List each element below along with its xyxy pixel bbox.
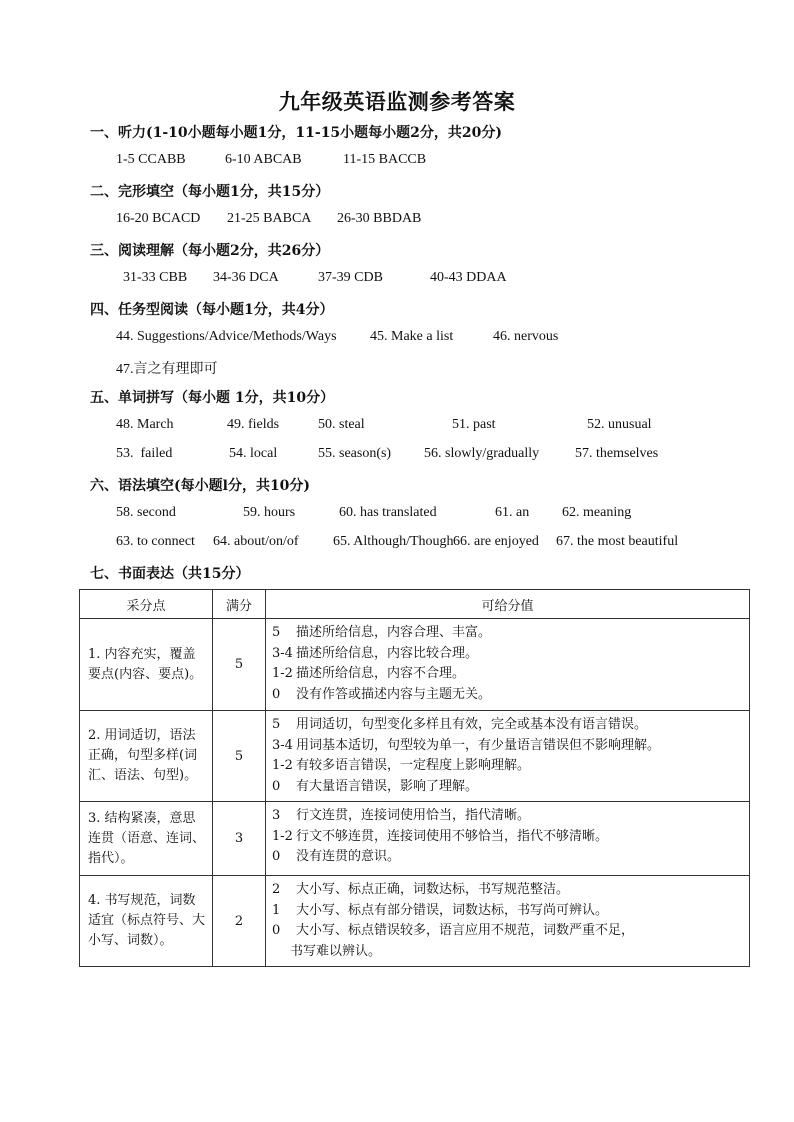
- level-text: 描述所给信息，内容合理、丰富。: [296, 625, 492, 640]
- rubric-row: [80, 802, 750, 876]
- answer-item: 16-20 BCACD: [116, 211, 201, 226]
- answer-item: 45. Make a list: [370, 329, 454, 344]
- level-text: 有大量语言错误，影响了理解。: [296, 778, 479, 794]
- level-text: 有较多语言错误，一定程度上影响理解。: [296, 758, 531, 773]
- rubric-levels: [266, 711, 750, 802]
- answer-item: 37-39 CDB: [318, 270, 383, 285]
- level-score: 1-2: [272, 828, 293, 844]
- rubric-header-criterion: 采分点: [80, 590, 213, 619]
- answer-item: 31-33 CBB: [123, 270, 188, 285]
- answer-item: 55. season(s): [318, 446, 392, 461]
- level-text: 没有作答或描述内容与主题无关。: [296, 686, 492, 702]
- level-text: 大小写、标点错误较多，语言应用不规范，词数严重不足，: [296, 923, 635, 938]
- level-text: 行文连贯，连接词使用恰当，指代清晰。: [296, 808, 531, 823]
- rubric-level: [272, 664, 743, 685]
- rubric-row: [80, 876, 750, 967]
- section-heading-spelling: 五、单词拼写（每小题 1分，共10分）: [90, 390, 335, 406]
- level-text: 描述所给信息，内容不合理。: [296, 666, 466, 681]
- answer-item: 59. hours: [243, 505, 296, 520]
- rubric-header-row: [80, 590, 750, 619]
- answer-item: 60. has translated: [339, 505, 437, 520]
- rubric-levels: [266, 619, 750, 711]
- section-heading-grammar: 六、语法填空(每小题l分，共10分): [90, 478, 311, 494]
- rubric-max-score: 5: [213, 619, 266, 711]
- rubric-level: [272, 685, 743, 706]
- level-score: 0: [272, 923, 281, 938]
- answer-item: 34-36 DCA: [213, 270, 279, 285]
- level-score: 5: [272, 625, 281, 640]
- rubric-level: [272, 756, 743, 777]
- rubric-level: [272, 623, 743, 644]
- answer-item: 21-25 BABCA: [227, 211, 312, 226]
- rubric-header-max: 满分: [213, 590, 266, 619]
- rubric-criterion: 3. 结构紧凑，意思连贯（语意、连词、指代）。: [80, 802, 213, 876]
- section-heading-task-reading: 四、任务型阅读（每小题1分，共4分）: [90, 302, 334, 318]
- level-score: 3: [272, 808, 281, 823]
- answer-item: 67. the most beautiful: [556, 534, 679, 549]
- answer-item: 51. past: [452, 417, 496, 432]
- rubric-max-score: 3: [213, 802, 266, 876]
- level-text: 用词适切，句型变化多样且有效，完全或基本没有语言错误。: [296, 717, 648, 732]
- section-heading-reading: 三、阅读理解（每小题2分，共26分）: [90, 243, 330, 259]
- answer-item: 53. failed: [116, 446, 173, 461]
- rubric-level: [272, 901, 743, 922]
- level-score: 2: [272, 882, 281, 897]
- rubric-row: [80, 619, 750, 711]
- rubric-levels: [266, 802, 750, 876]
- answer-item: 49. fields: [227, 417, 280, 432]
- answer-item: 64. about/on/of: [213, 534, 299, 549]
- level-text: 没有连贯的意识。: [296, 849, 401, 864]
- answer-item: 46. nervous: [493, 329, 559, 344]
- rubric-levels: [266, 876, 750, 967]
- answer-item: 62. meaning: [562, 505, 632, 520]
- rubric-level: [272, 921, 743, 962]
- answer-item: 56. slowly/gradually: [424, 446, 540, 461]
- level-score: 1-2: [272, 666, 293, 681]
- answer-item: 11-15 BACCB: [343, 152, 427, 167]
- answer-item: 61. an: [495, 505, 530, 520]
- answer-item: 44. Suggestions/Advice/Methods/Ways: [116, 329, 337, 344]
- rubric-level: [272, 736, 743, 757]
- section-heading-listening: 一、听力(1-10小题每小题1分，11-15小题每小题2分，共20分): [90, 125, 503, 141]
- level-score: 1: [272, 902, 281, 918]
- rubric-level: [272, 880, 743, 901]
- answer-item: 54. local: [229, 446, 278, 461]
- answer-item: 6-10 ABCAB: [225, 152, 302, 167]
- answer-item: 48. March: [116, 417, 174, 432]
- level-text: 大小写、标点正确，词数达标，书写规范整洁。: [296, 882, 570, 897]
- rubric-max-score: 2: [213, 876, 266, 967]
- answer-item: 57. themselves: [575, 446, 659, 461]
- level-score: 5: [272, 717, 281, 732]
- level-score: 0: [272, 686, 281, 702]
- page-title: 九年级英语监测参考答案: [278, 89, 516, 114]
- level-score: 3-4: [272, 645, 293, 661]
- level-text: 用词基本适切，句型较为单一，有少量语言错误但不影响理解。: [296, 737, 661, 753]
- section-heading-writing: 七、书面表达（共15分）: [90, 566, 250, 582]
- rubric-max-score: 5: [213, 711, 266, 802]
- level-score: 0: [272, 849, 281, 864]
- writing-rubric-table: [79, 589, 750, 967]
- rubric-level: [272, 644, 743, 665]
- level-score: 3-4: [272, 737, 293, 753]
- rubric-level: [272, 806, 743, 827]
- rubric-row: [80, 711, 750, 802]
- level-score: 0: [272, 778, 281, 794]
- rubric-level: [272, 777, 743, 798]
- answer-item: 52. unusual: [587, 417, 652, 432]
- section-heading-cloze: 二、完形填空（每小题1分，共15分）: [90, 184, 330, 200]
- rubric-criterion: 4. 书写规范，词数适宜（标点符号、大小写、词数）。: [80, 876, 213, 967]
- answer-item: 66. are enjoyed: [453, 534, 539, 549]
- answer-item: 65. Although/Though: [333, 534, 454, 549]
- level-score: 1-2: [272, 758, 293, 773]
- answer-item: 58. second: [116, 505, 176, 520]
- rubric-level: [272, 827, 743, 848]
- answer-item: 26-30 BBDAB: [337, 211, 422, 226]
- rubric-level: [272, 715, 743, 736]
- level-text-continued: 书写难以辨认。: [290, 943, 382, 959]
- answer-item: 47.言之有理即可: [116, 362, 218, 377]
- answer-item: 40-43 DDAA: [430, 270, 507, 285]
- rubric-level: [272, 847, 743, 868]
- level-text: 行文不够连贯，连接词使用不够恰当，指代不够清晰。: [296, 828, 609, 844]
- rubric-criterion: 1. 内容充实，覆盖要点(内容、要点)。: [80, 619, 213, 711]
- answer-item: 63. to connect: [116, 534, 195, 549]
- level-text: 描述所给信息，内容比较合理。: [296, 645, 479, 661]
- rubric-header-levels: 可给分值: [266, 590, 750, 619]
- rubric-criterion: 2. 用词适切，语法正确，句型多样(词汇、语法、句型)。: [80, 711, 213, 802]
- answer-item: 1-5 CCABB: [116, 152, 186, 167]
- answer-item: 50. steal: [318, 417, 365, 432]
- level-text: 大小写、标点有部分错误，词数达标，书写尚可辨认。: [296, 902, 609, 918]
